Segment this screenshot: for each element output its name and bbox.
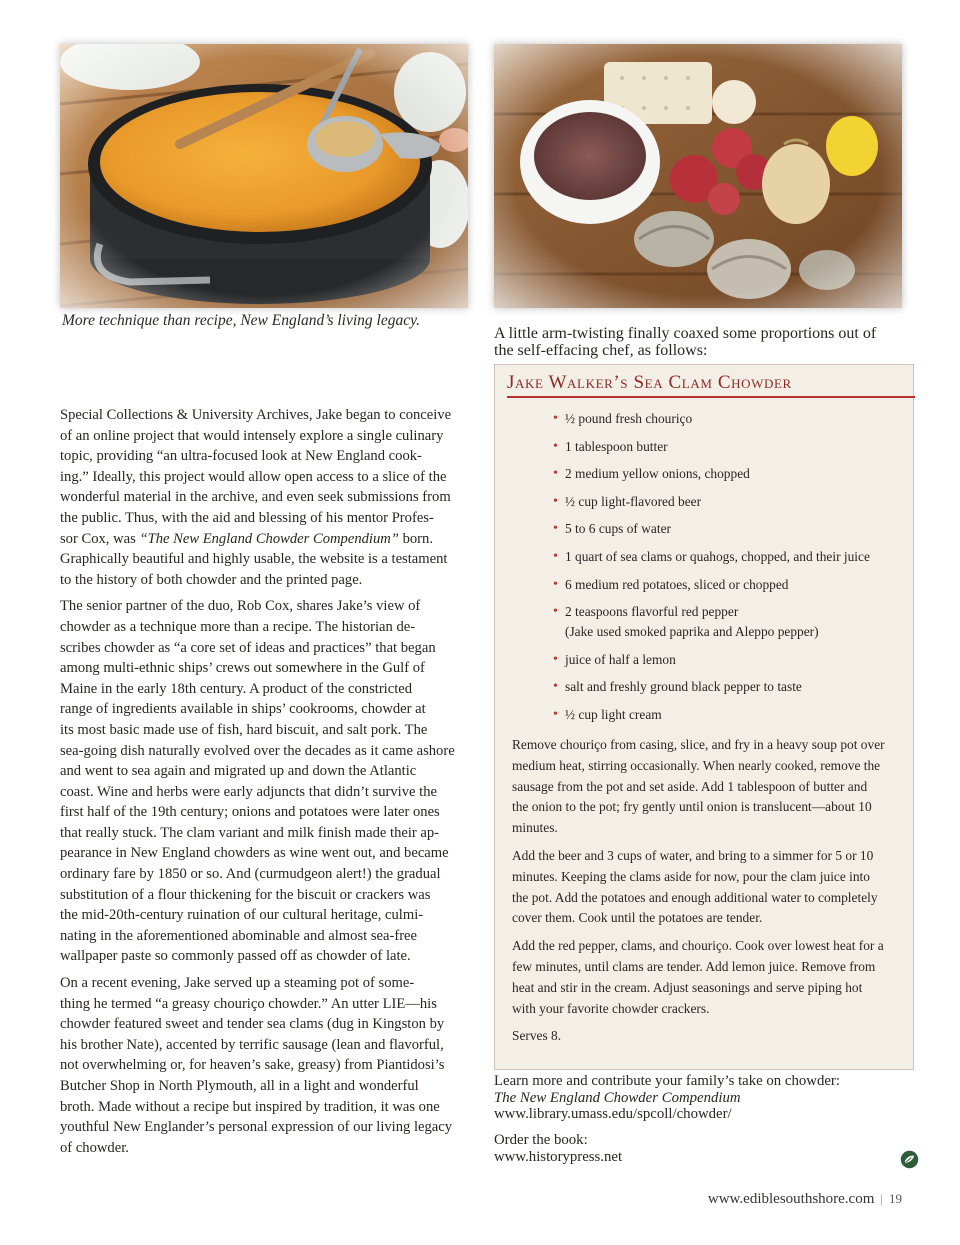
text-line: nating in the aforementioned abominable and almost sea-free bbox=[60, 927, 418, 944]
text-line: the public. Thus, with the aid and blessing of his mentor Profes- bbox=[60, 509, 434, 526]
compendium-link[interactable]: www.library.umass.edu/spcoll/chowder/ bbox=[494, 1106, 732, 1122]
recipe-intro-line: the self-effacing chef, as follows: bbox=[494, 342, 708, 359]
chowder-ingredients-photo bbox=[494, 44, 902, 308]
ingredient-text: 5 to 6 cups of water bbox=[565, 521, 671, 537]
bullet-icon: • bbox=[553, 548, 558, 564]
ingredient-text: 2 medium yellow onions, chopped bbox=[565, 466, 750, 482]
text-line: chowder featured sweet and tender sea clams (dug in Kingston by bbox=[60, 1016, 445, 1033]
text-line: pearance in New England chowders as wine went out, and became bbox=[60, 845, 449, 862]
compendium-title: The New England Chowder Compendium bbox=[494, 1089, 741, 1106]
recipe-intro-line: A little arm-twisting finally coaxed some proportions out of bbox=[494, 325, 877, 342]
bullet-icon: • bbox=[553, 679, 558, 695]
text-line: youthful New Englander’s personal expression of our living legacy bbox=[60, 1119, 453, 1136]
direction-step bbox=[512, 735, 906, 839]
text-line: sausage from the pot and set aside. Add 1 tablespoon of butter and bbox=[512, 778, 868, 794]
text-line: minutes. Keeping the clams aside for now, pour the clam juice into bbox=[512, 868, 870, 884]
article-paragraph bbox=[60, 973, 470, 1158]
serves-text: Serves 8. bbox=[512, 1028, 562, 1044]
text-line: ordinary fare by 1850 or so. And (curmudgeon alert!) the gradual bbox=[60, 866, 441, 883]
text-line: its most basic made use of fish, hard biscuit, and salt pork. The bbox=[60, 721, 428, 738]
bullet-icon: • bbox=[553, 411, 558, 426]
text-line: scribes chowder as “a core set of ideas and practices” that began bbox=[60, 639, 436, 656]
text-line: Maine in the early 18th century. A product of the constricted bbox=[60, 680, 413, 697]
ingredient-text: juice of half a lemon bbox=[565, 651, 676, 667]
bullet-icon: • bbox=[553, 521, 558, 537]
text-line: heat and stir in the cream. Adjust seasonings and serve piping hot bbox=[512, 979, 863, 995]
text-line: not overwhelming or, for heaven’s sake, greasy) from Piantidosi’s bbox=[60, 1057, 445, 1074]
order-book bbox=[494, 1132, 914, 1165]
direction-step bbox=[512, 936, 906, 1019]
bullet-icon: • bbox=[553, 576, 558, 592]
chowder-pot-photo bbox=[60, 44, 468, 308]
recipe-intro bbox=[494, 325, 914, 359]
recipe-title: Jake Walker’s Sea Clam Chowder bbox=[507, 372, 915, 398]
order-label: Order the book: bbox=[494, 1132, 588, 1148]
ingredient-text: ½ cup light-flavored beer bbox=[565, 493, 702, 509]
learn-more-intro: Learn more and contribute your family’s take on chowder: bbox=[494, 1073, 840, 1089]
article-paragraph bbox=[60, 596, 470, 967]
text-line: minutes. bbox=[512, 820, 558, 836]
text-line: The senior partner of the duo, Rob Cox, shares Jake’s view of bbox=[60, 598, 421, 615]
text-line: thing he termed “a greasy chouriço chowder.” An utter LIE—his bbox=[60, 995, 437, 1012]
bullet-icon: • bbox=[553, 466, 558, 482]
article-body bbox=[60, 405, 470, 1164]
footer-separator: | bbox=[880, 1191, 883, 1206]
ingredient-text: 6 medium red potatoes, sliced or chopped bbox=[565, 576, 789, 592]
text-line: cover them. Cook until the potatoes are tender. bbox=[512, 910, 763, 926]
ingredient-item bbox=[553, 650, 905, 678]
text-line: Add the red pepper, clams, and chouriço. Cook over lowest heat for a bbox=[512, 938, 884, 954]
text-line: the onion to the pot; fry gently until onion is translucent—about 10 bbox=[512, 799, 872, 815]
text-line: with your favorite chowder crackers. bbox=[512, 1000, 710, 1016]
recipe-box bbox=[494, 364, 914, 1070]
ingredient-item bbox=[553, 409, 905, 437]
ingredient-text: ½ cup light cream bbox=[565, 706, 662, 722]
text-line: Remove chouriço from casing, slice, and fry in a heavy soup pot over bbox=[512, 737, 885, 752]
bullet-icon: • bbox=[553, 604, 558, 620]
recipe-directions bbox=[512, 735, 906, 1054]
ingredient-item bbox=[553, 677, 905, 705]
text-line: ing.” Ideally, this project would allow open access to a slice of the bbox=[60, 468, 447, 485]
learn-more bbox=[494, 1073, 914, 1123]
page-number: 19 bbox=[889, 1191, 902, 1206]
text-line: wallpaper paste so commonly passed off as chowder of late. bbox=[60, 948, 411, 965]
text-line: topic, providing “an ultra-focused look at New England cook- bbox=[60, 448, 422, 465]
ingredient-text: 2 teaspoons flavorful red pepper bbox=[565, 604, 739, 620]
text-line: Butcher Shop in North Plymouth, all in a light and wonderful bbox=[60, 1078, 419, 1094]
text-line: the pot. Add the potatoes and enough additional water to completely bbox=[512, 889, 878, 905]
text-line: range of ingredients available in ships’ cookrooms, chowder at bbox=[60, 701, 426, 718]
ingredient-item bbox=[553, 547, 905, 575]
text-line: medium heat, stirring occasionally. When nearly cooked, remove the bbox=[512, 757, 881, 773]
ingredient-item bbox=[553, 602, 905, 650]
edible-logo-icon bbox=[900, 1150, 919, 1169]
text-line: his brother Nate), accented by terrific sausage (lean and flavorful, bbox=[60, 1036, 444, 1053]
text-line: of an online project that would intensely explore a single culinary bbox=[60, 427, 444, 444]
ingredient-item bbox=[553, 575, 905, 603]
ingredient-item bbox=[553, 437, 905, 465]
direction-step bbox=[512, 846, 906, 929]
bullet-icon: • bbox=[553, 651, 558, 667]
text-line: On a recent evening, Jake served up a steaming pot of some- bbox=[60, 975, 415, 992]
ingredient-list bbox=[553, 409, 905, 733]
bullet-icon: • bbox=[553, 493, 558, 509]
text-line: substitution of a flour thickening for the biscuit or crackers was bbox=[60, 886, 431, 903]
text-line: sea-going dish naturally evolved over the decades as it came ashore bbox=[60, 742, 455, 759]
ingredient-item bbox=[553, 519, 905, 547]
text-line: Special Collections & University Archives, Jake began to conceive bbox=[60, 407, 452, 423]
ingredient-item bbox=[553, 705, 905, 733]
ingredient-note: (Jake used smoked paprika and Aleppo pepper) bbox=[565, 624, 819, 640]
ingredient-item bbox=[553, 492, 905, 520]
order-link[interactable]: www.historypress.net bbox=[494, 1148, 623, 1165]
text-line: chowder as a technique more than a recipe. The historian de- bbox=[60, 618, 416, 635]
text-line: coast. Wine and herbs were early adjuncts that didn’t survive the bbox=[60, 783, 437, 800]
text-line: to the history of both chowder and the printed page. bbox=[60, 571, 363, 588]
text-line: sor Cox, was “The New England Chowder Compendium” born. bbox=[60, 530, 433, 547]
ingredient-text: ½ pound fresh chouriço bbox=[565, 411, 693, 426]
ingredient-text: 1 quart of sea clams or quahogs, chopped, and their juice bbox=[565, 548, 870, 564]
text-line: Add the beer and 3 cups of water, and bring to a simmer for 5 or 10 bbox=[512, 847, 874, 863]
ingredient-text: 1 tablespoon butter bbox=[565, 438, 668, 454]
footer-site[interactable]: www.ediblesouthshore.com bbox=[707, 1191, 875, 1207]
text-line: of chowder. bbox=[60, 1139, 129, 1156]
text-line: few minutes, until clams are tender. Add lemon juice. Remove from bbox=[512, 958, 876, 974]
ingredient-text: salt and freshly ground black pepper to taste bbox=[565, 679, 802, 695]
bullet-icon: • bbox=[553, 438, 558, 454]
text-line: first half of the 19th century; onions and potatoes were later ones bbox=[60, 804, 440, 821]
text-line: Graphically beautiful and highly usable, the website is a testament bbox=[60, 551, 448, 568]
text-line: that really stuck. The clam variant and milk finish made their ap- bbox=[60, 824, 440, 841]
text-line: among multi-ethnic ships’ crews out somewhere in the Gulf of bbox=[60, 660, 425, 677]
photo-caption: More technique than recipe, New England’s living legacy. bbox=[62, 312, 420, 329]
text-line: broth. Made without a recipe but inspired by tradition, it was one bbox=[60, 1098, 440, 1115]
ingredient-item bbox=[553, 464, 905, 492]
book-title: “The New England Chowder Compendium” bbox=[139, 530, 399, 547]
article-paragraph bbox=[60, 405, 470, 590]
text-line: the mid-20th-century ruination of our cultural heritage, culmi- bbox=[60, 907, 424, 924]
bullet-icon: • bbox=[553, 706, 558, 722]
text-line: wonderful material in the archive, and even seek submissions from bbox=[60, 489, 451, 506]
text-line: and went to sea again and migrated up and down the Atlantic bbox=[60, 763, 417, 780]
direction-step bbox=[512, 1026, 906, 1047]
page-footer bbox=[708, 1191, 902, 1208]
